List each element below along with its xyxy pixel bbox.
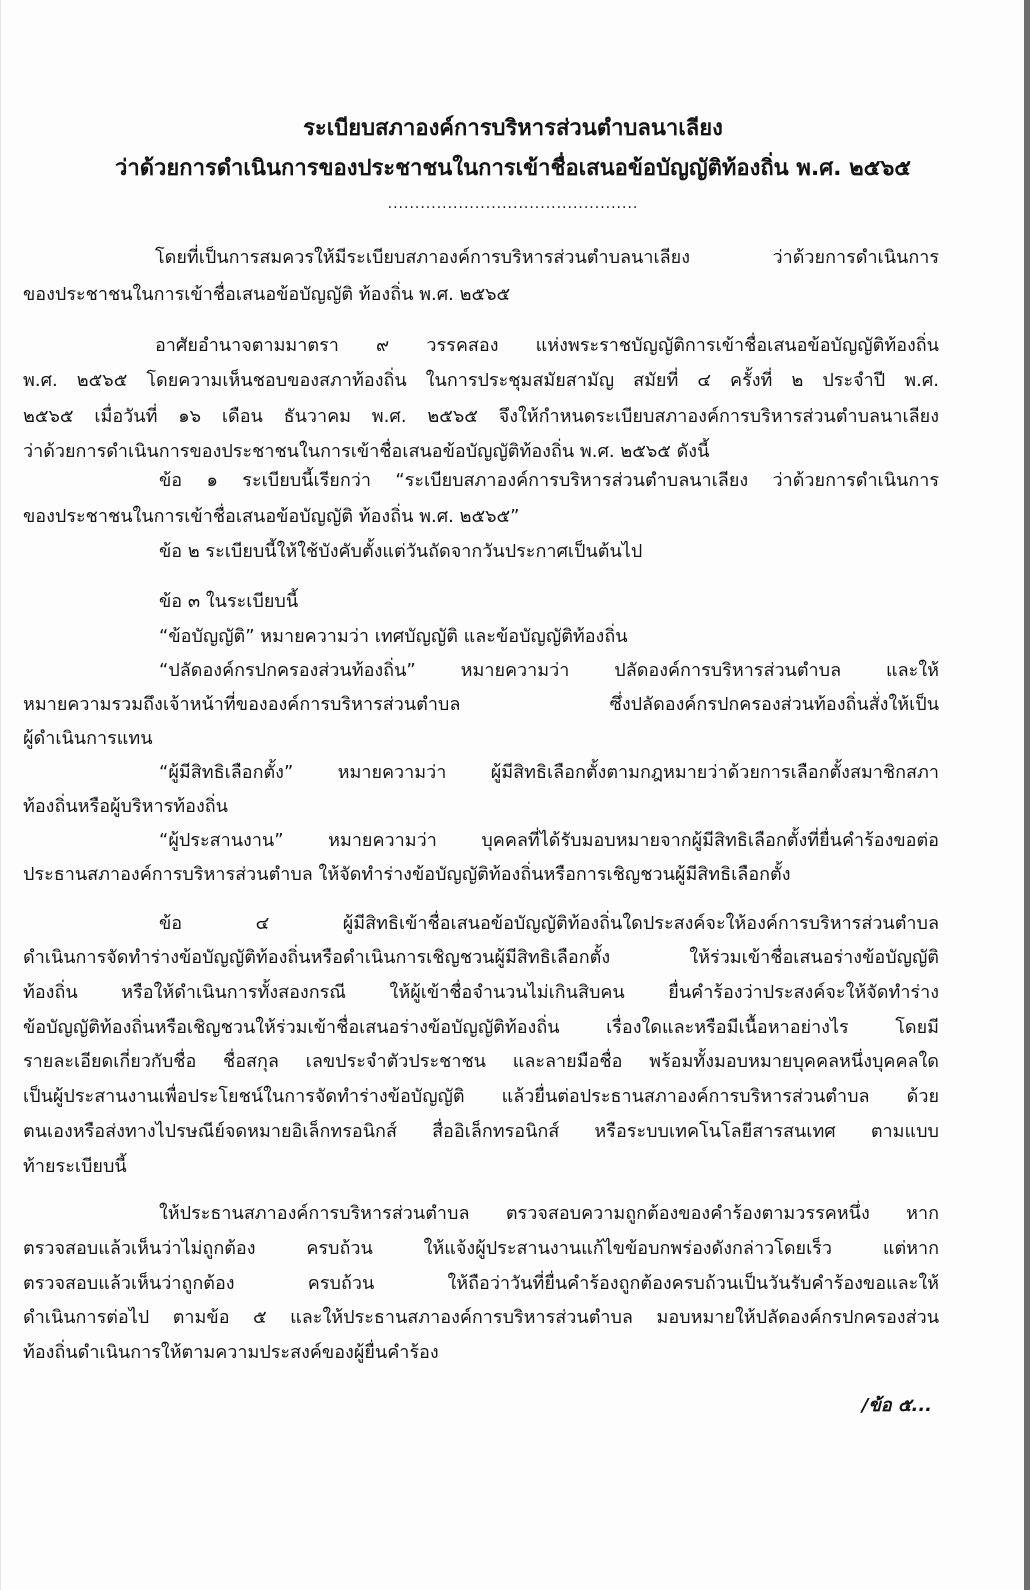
clause-4-line: ข้อบัญญัติท้องถิ่นหรือเชิญชวนให้ร่วมเข้าชื่อเสนอร่างข้อบัญญัติท้องถิ่น เรื่องใดและหรือมีเนื้อหาอย่างไร โดยมี	[23, 1017, 939, 1038]
clause-4-line: ท้องถิ่น หรือให้ดำเนินการทั้งสองกรณี ให้ผู้เข้าชื่อจำนวนไม่เกินสิบคน ยื่นคำร้องว่าประสงค์จะให้จัดทำร่าง	[23, 982, 939, 1003]
paragraph-line: โดยที่เป็นการสมควรให้มีระเบียบสภาองค์การบริหารส่วนตำบลนาเลียง ว่าด้วยการดำเนินการ	[155, 247, 939, 268]
clause-1-line: ข้อ ๑ ระเบียบนี้เรียกว่า “ระเบียบสภาองค์การบริหารส่วนตำบลนาเลียง ว่าด้วยการดำเนินการ	[159, 470, 939, 491]
clause-4-line: รายละเอียดเกี่ยวกับชื่อ ชื่อสกุล เลขประจำตัวประชาชน และลายมือชื่อ พร้อมทั้งมอบหมายบุคคลหนึ่งบุคคลใด	[23, 1051, 939, 1072]
clause-1-line: ของประชาชนในการเข้าชื่อเสนอข้อบัญญัติ ท้องถิ่น พ.ศ. ๒๕๖๕”	[23, 506, 520, 527]
paragraph-line: ให้ประธานสภาองค์การบริหารส่วนตำบล ตรวจสอบความถูกต้องของคำร้องตามวรรคหนึ่ง หาก	[159, 1203, 939, 1224]
document-title: ระเบียบสภาองค์การบริหารส่วนตำบลนาเลียง	[303, 116, 723, 141]
title-separator: ..............................................	[387, 196, 639, 212]
paragraph-line: ของประชาชนในการเข้าชื่อเสนอข้อบัญญัติ ท้องถิ่น พ.ศ. ๒๕๖๕	[23, 284, 511, 305]
clause-4-line: เป็นผู้ประสานงานเพื่อประโยชน์ในการจัดทำร่างข้อบัญญัติ แล้วยื่นต่อประธานสภาองค์การบริหารส่วนตำบล ด้วย	[23, 1086, 939, 1107]
paragraph-line: ว่าด้วยการดำเนินการของประชาชนในการเข้าชื่อเสนอข้อบัญญัติท้องถิ่น พ.ศ. ๒๕๖๕ ดังนี้	[23, 441, 710, 462]
paragraph-line: ๒๕๖๕ เมื่อวันที่ ๑๖ เดือน ธันวาคม พ.ศ. ๒๕๖๕ จึงให้กำหนดระเบียบสภาองค์การบริหารส่วนตำบลนาเลียง	[23, 406, 939, 427]
definition-line: “ผู้ประสานงาน” หมายความว่า บุคคลที่ได้รับมอบหมายจากผู้มีสิทธิเลือกตั้งที่ยื่นคำร้องขอต่อ	[159, 830, 939, 851]
document-subtitle: ว่าด้วยการดำเนินการของประชาชนในการเข้าชื่อเสนอข้อบัญญัติท้องถิ่น พ.ศ. ๒๕๖๕	[115, 156, 911, 181]
continuation-marker: /ข้อ ๕...	[861, 1395, 932, 1416]
paragraph-line: ตรวจสอบแล้วเห็นว่าไม่ถูกต้อง ครบถ้วน ให้แจ้งผู้ประสานงานแก้ไขข้อบกพร่องดังกล่าวโดยเร็ว แต่หาก	[23, 1238, 939, 1259]
paragraph-line: ตรวจสอบแล้วเห็นว่าถูกต้อง ครบถ้วน ให้ถือว่าวันที่ยื่นคำร้องถูกต้องครบถ้วนเป็นวันรับคำร้องขอและให้	[23, 1273, 939, 1294]
clause-4-line: ดำเนินการจัดทำร่างข้อบัญญัติท้องถิ่นหรือดำเนินการเชิญชวนผู้มีสิทธิเลือกตั้ง ให้ร่วมเข้าชื่อเสนอร่างข้อบัญญัติ	[23, 947, 939, 968]
definition-line: ผู้ดำเนินการแทน	[23, 728, 153, 749]
paragraph-line: อาศัยอำนาจตามมาตรา ๙ วรรคสอง แห่งพระราชบัญญัติการเข้าชื่อเสนอข้อบัญญัติท้องถิ่น	[155, 335, 939, 356]
clause-2-line: ข้อ ๒ ระเบียบนี้ให้ใช้บังคับตั้งแต่วันถัดจากวันประกาศเป็นต้นไป	[159, 541, 643, 562]
clause-3-line: ข้อ ๓ ในระเบียบนี้	[159, 591, 299, 612]
definition-line: “ผู้มีสิทธิเลือกตั้ง” หมายความว่า ผู้มีสิทธิเลือกตั้งตามกฎหมายว่าด้วยการเลือกตั้งสมาชิกสภา	[159, 762, 939, 783]
clause-4-line: ตนเองหรือส่งทางไปรษณีย์จดหมายอิเล็กทรอนิกส์ สื่ออิเล็กทรอนิกส์ หรือระบบเทคโนโลยีสารสนเทศ ตามแบบ	[23, 1121, 939, 1142]
definition-line: ท้องถิ่นหรือผู้บริหารท้องถิ่น	[23, 796, 228, 817]
paragraph-line: ดำเนินการต่อไป ตามข้อ ๕ และให้ประธานสภาองค์การบริหารส่วนตำบล มอบหมายให้ปลัดองค์กรปกครองส่วน	[23, 1307, 939, 1328]
definition-line: หมายความรวมถึงเจ้าหน้าที่ขององค์การบริหารส่วนตำบล ซึ่งปลัดองค์กรปกครองส่วนท้องถิ่นสั่งให้เป็น	[23, 694, 939, 715]
paragraph-line: ท้องถิ่นดำเนินการให้ตามความประสงค์ของผู้ยื่นคำร้อง	[23, 1342, 439, 1363]
definition-line: ประธานสภาองค์การบริหารส่วนตำบล ให้จัดทำร่างข้อบัญญัติท้องถิ่นหรือการเชิญชวนผู้มีสิทธิเลือกตั้ง	[23, 864, 791, 885]
paragraph-line: พ.ศ. ๒๕๖๕ โดยความเห็นชอบของสภาท้องถิ่น ในการประชุมสมัยสามัญ สมัยที่ ๔ ครั้งที่ ๒ ประจำปี พ.ศ.	[23, 370, 939, 391]
clause-4-line: ท้ายระเบียบนี้	[23, 1156, 127, 1177]
definition-line: “ปลัดองค์กรปกครองส่วนท้องถิ่น” หมายความว่า ปลัดองค์การบริหารส่วนตำบล และให้	[159, 660, 939, 681]
clause-4-line: ข้อ ๔ ผู้มีสิทธิเข้าชื่อเสนอข้อบัญญัติท้องถิ่นใดประสงค์จะให้องค์การบริหารส่วนตำบล	[159, 913, 939, 934]
definition-line: “ข้อบัญญัติ” หมายความว่า เทศบัญญัติ และข้อบัญญัติท้องถิ่น	[159, 626, 628, 647]
